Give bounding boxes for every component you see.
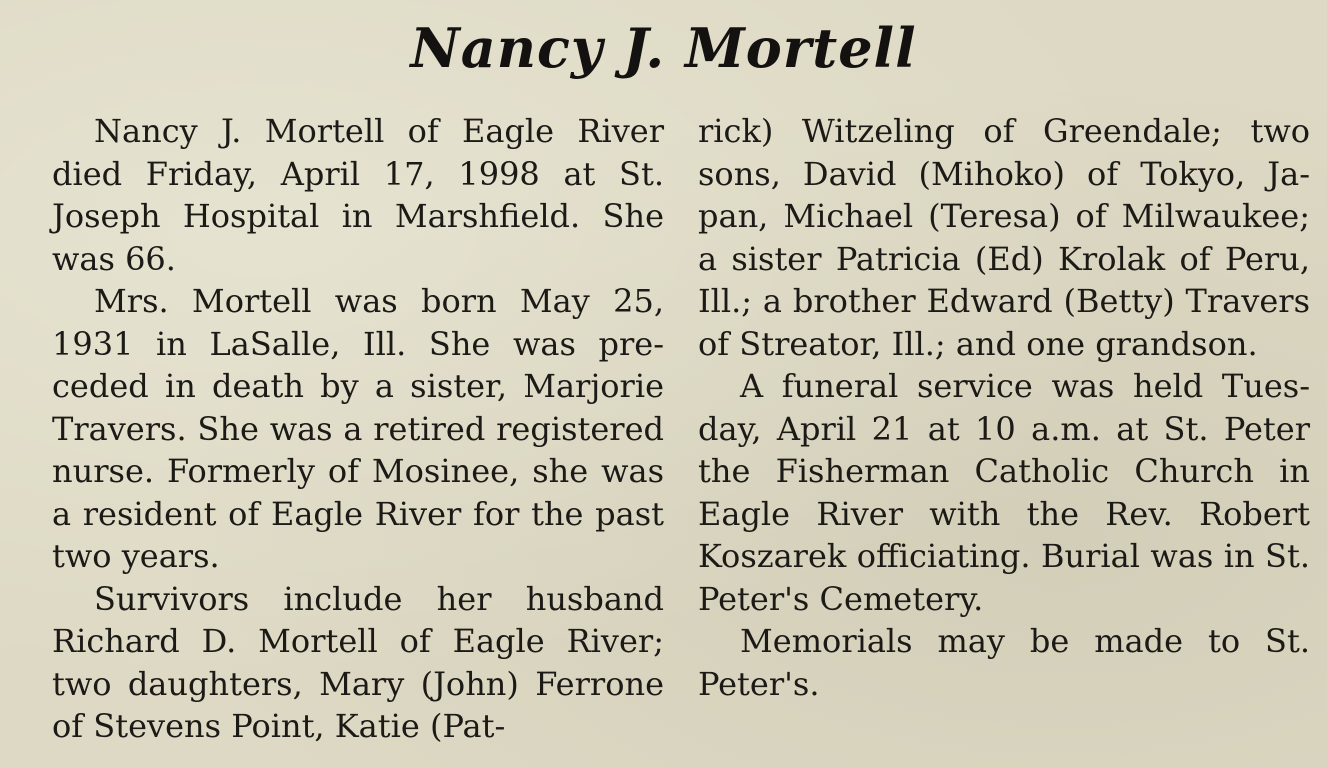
paragraph-funeral-service: A funeral service was held Tuesday, April 21 at 10 a.m. at St. Peter the Fisherman Catholic Church in Eagle River with the Rev. Robert Koszarek officiating. Burial was in St. Peter's Cemetery. xyxy=(698,367,1310,618)
right-column xyxy=(698,110,1310,705)
paragraph-survivors: Survivors include her husband Richard D. Mortell of Eagle River; two daughters, Mary (John) Ferrone of Stevens Point, Katie (Pat- xyxy=(52,579,664,745)
obituary-headline: Nancy J. Mortell xyxy=(410,16,917,80)
paragraph-death-notice: Nancy J. Mortell of Eagle River died Friday, April 17, 1998 at St. Joseph Hospital in Marshfield. She was 66. xyxy=(52,112,664,278)
left-column xyxy=(52,110,664,748)
paragraph-survivors-continued: rick) Witzeling of Greendale; two sons, David (Mihoko) of Tokyo, Japan, Michael (Teresa) of Milwaukee; a sister Patricia (Ed) Krolak of Peru, Ill.; a brother Edward (Betty) Travers of Streator, Ill.; and one grandson. xyxy=(698,112,1310,363)
paragraph-biography: Mrs. Mortell was born May 25, 1931 in LaSalle, Ill. She was preceded in death by a sister, Marjorie Travers. She was a retired registered nurse. Formerly of Mosinee, she was a resident of Eagle River for the past two years. xyxy=(52,282,664,575)
paragraph-memorials: Memorials may be made to St. Peter's. xyxy=(698,622,1310,703)
